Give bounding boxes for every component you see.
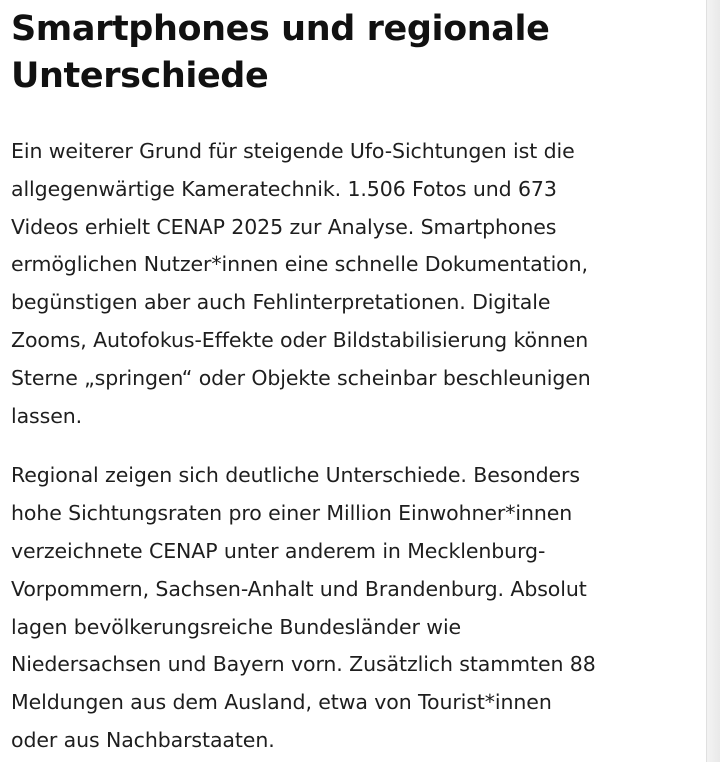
paragraph-line: lassen. [11,403,83,428]
heading-line: Smartphones und regionale [11,9,550,49]
paragraph-line: Meldungen aus dem Ausland, etwa von Tourist*innen [11,690,552,715]
paragraph-line: Sterne „springen“ oder Objekte scheinbar beschleunigen [11,365,591,390]
paragraph-line: Videos erhielt CENAP 2025 zur Analyse. Smartphones [11,214,557,239]
paragraph-line: verzeichnete CENAP unter anderem in Mecklenburg- [11,538,546,563]
paragraph-line: hohe Sichtungsraten pro einer Million Einwohner*innen [11,501,573,526]
paragraph-line: lagen bevölkerungsreiche Bundesländer wie [11,614,462,639]
paragraph-line: Ein weiterer Grund für steigende Ufo-Sichtungen ist die [11,139,575,163]
section-heading [11,6,697,100]
paragraph-line: ermöglichen Nutzer*innen eine schnelle Dokumentation, [11,252,588,277]
article-section [11,6,697,760]
paragraph-line: oder aus Nachbarstaaten. [11,727,275,752]
paragraph-line: allgegenwärtige Kameratechnik. 1.506 Fotos und 673 [11,176,557,201]
heading-line: Unterschiede [11,56,269,96]
paragraph-regional-differences [11,457,697,759]
paragraph-line: Regional zeigen sich deutliche Unterschiede. Besonders [11,463,580,488]
scrollbar-track[interactable] [706,0,720,762]
paragraph-line: Zooms, Autofokus-Effekte oder Bildstabilisierung können [11,327,589,352]
paragraph-line: Niedersachsen und Bayern vorn. Zusätzlich stammten 88 [11,652,596,677]
paragraph-line: begünstigen aber auch Fehlinterpretationen. Digitale [11,290,551,315]
paragraph-line: Vorpommern, Sachsen-Anhalt und Brandenburg. Absolut [11,576,587,601]
paragraph-camera-technology [11,133,697,435]
